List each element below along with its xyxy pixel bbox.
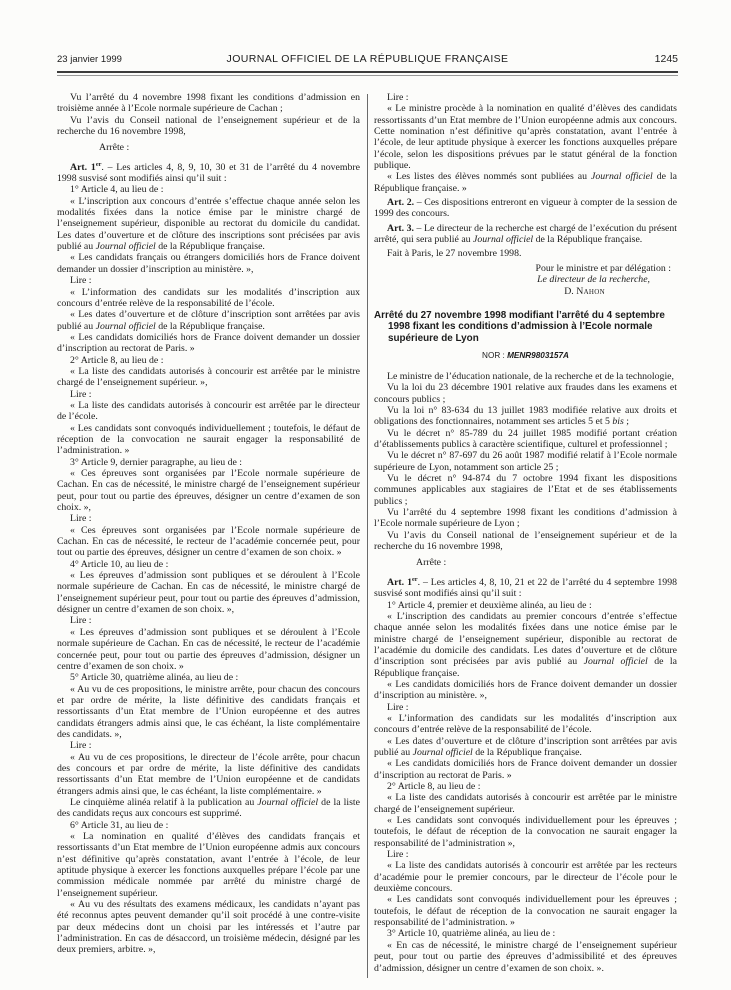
paragraph: Lire : xyxy=(70,513,92,525)
paragraph: Vu l’arrêté du 4 novembre 1998 fixant les conditions d’admission en troisième année à l’Ecole normale supérieure de Cachan ; xyxy=(57,92,360,115)
paragraph: Fait à Paris, le 27 novembre 1998. xyxy=(387,248,522,260)
paragraph: Lire : xyxy=(387,701,409,713)
paragraph: « L’inscription des candidats au premier concours d’entrée s’effectue chaque année selon les modalités fixées dans une notice émise par le ministre chargé de l’enseignement supérieur, disponible au rectorat de l’académie du domicile des candidats. Les dates d’ouverture et de clôture d’inscription sont précisées par avis publié au Journal officiel de la République française. xyxy=(374,610,677,679)
paragraph: 4° Article 10, au lieu de : xyxy=(70,558,169,570)
paragraph: Vu l’avis du Conseil national de l’enseignement supérieur et de la recherche du 16 novembre 1998, xyxy=(57,114,360,138)
paragraph: Lire : xyxy=(70,740,92,752)
paragraph: « Les candidats domiciliés hors de France doivent demander un dossier d’inscription au ministère. », xyxy=(374,678,677,702)
page-header xyxy=(57,53,678,65)
paragraph: « La liste des candidats autorisés à concourir est arrêtée par le directeur de l’école. xyxy=(57,399,360,423)
paragraph: Vu le décret n° 85-789 du 24 juillet 1985 modifié portant création d’établissements publics à caractère scientifique, culturel et professionnel ; xyxy=(374,427,677,451)
paragraph: Lire : xyxy=(70,615,92,627)
paragraph: « Les candidats domiciliés hors de France doivent demander un dossier d’inscription au rectorat de Paris. » xyxy=(374,758,677,781)
article-lead: Art. 1er. – Les articles 4, 8, 10, 21 et 22 de l’arrêté du 4 septembre 1998 susvisé sont modifiés ainsi qu’il suit : xyxy=(374,575,677,600)
paragraph: « L’inscription aux concours d’entrée s’effectue chaque année selon les modalités fixées dans la notice émise par le ministre chargé de l’enseignement supérieur, disponible au rectorat du domicile du candidat. Les dates d’ouverture et de clôture des inscriptions sont précisées par avis publié au Journal officiel de la République française. xyxy=(57,195,360,253)
paragraph: « Les candidats domiciliés hors de France doivent demander un dossier d’inscription au rectorat de Paris. » xyxy=(57,331,360,355)
paragraph: 2° Article 8, au lieu de : xyxy=(70,354,164,366)
section-heading: Arrêté du 27 novembre 1998 modifiant l’arrêté du 4 septembre 1998 fixant les conditions d’admission à l’Ecole normale supérieure de Lyon xyxy=(374,309,665,345)
paragraph: Vu la loi du 23 décembre 1901 relative aux fraudes dans les examens et concours publics ; xyxy=(374,382,677,405)
paragraph: « Ces épreuves sont organisées par l’Ecole normale supérieure de Cachan. En cas de nécessité, le ministre chargé de l’enseignement supérieur peut, pour tout ou partie des épreuves, désigner un centre d’examen de son choix. », xyxy=(57,468,360,514)
article-lead: Art. 1er. – Les articles 4, 8, 9, 10, 30 et 31 de l’arrêté du 4 novembre 1998 susvisé sont modifiés ainsi qu’il suit : xyxy=(57,160,360,185)
paragraph: 2° Article 8, au lieu de : xyxy=(387,781,481,792)
header-page-number: 1245 xyxy=(654,53,678,65)
paragraph: « Les listes des élèves nommés sont publiées au Journal officiel de la République française. » xyxy=(374,171,677,194)
paragraph: « Ces épreuves sont organisées par l’Ecole normale supérieure de Cachan. En cas de nécessité, le recteur de l’académie concernée peut, pour tout ou partie des épreuves, désigner un centre d’examen de son choix. » xyxy=(57,524,360,559)
paragraph: Lire : xyxy=(70,388,92,400)
paragraph: « Au vu de ces propositions, le directeur de l’école arrête, pour chacun des concours et par ordre de mérite, la liste définitive des candidats ressortissants d’un Etat membre de l’Union européenne et de candidats étrangers admis ainsi que, le cas échéant, la liste complémentaire. » xyxy=(57,751,360,797)
paragraph: « Les candidats sont convoqués individuellement pour les épreuves ; toutefois, le défaut de réception de la convocation ne saurait engager la responsabilité de l’administration. » xyxy=(374,894,677,929)
paragraph: « Les épreuves d’admission sont publiques et se déroulent à l’Ecole normale supérieure de Cachan. En cas de nécessité, le ministre chargé de l’enseignement supérieur peut, pour tout ou partie des épreuves d’admission, désigner un centre d’examen de son choix. », xyxy=(57,570,360,616)
paragraph: « La liste des candidats autorisés à concourir est arrêtée par le ministre chargé de l’enseignement supérieur. xyxy=(374,792,677,815)
right-column xyxy=(374,92,677,984)
column-divider xyxy=(367,94,368,978)
signature-name: D. Nahon xyxy=(564,285,605,297)
paragraph: « En cas de nécessité, le ministre chargé de l’enseignement supérieur peut, pour tout ou partie des épreuves d’admissibilité et des épreuves d’admission, désigner un centre d’examen de son choix. ». xyxy=(374,939,677,974)
paragraph: 5° Article 30, quatrième alinéa, au lieu de : xyxy=(70,672,239,684)
paragraph: « Les candidats sont convoqués individuellement pour les épreuves ; toutefois, le défaut de réception de la convocation ne saurait engager la responsabilité de l’administration », xyxy=(374,815,677,849)
paragraph: « L’information des candidats sur les modalités d’inscription aux concours d’entrée relève de la responsabilité de l’école. xyxy=(374,712,677,736)
paragraph: Le ministre de l’éducation nationale, de la recherche et de la technologie, xyxy=(387,370,674,382)
text-columns xyxy=(57,92,678,984)
paragraph: « L’information des candidats sur les modalités d’inscription aux concours d’entrée relève de la responsabilité de l’école. xyxy=(57,286,360,309)
paragraph: 1° Article 4, premier et deuxième alinéa, au lieu de : xyxy=(387,599,592,611)
signature-line: Le directeur de la recherche, xyxy=(537,274,650,286)
paragraph: Lire : xyxy=(70,275,92,287)
paragraph: 3° Article 10, quatrième alinéa, au lieu de : xyxy=(387,928,556,940)
signature-line: Pour le ministre et par délégation : xyxy=(535,262,671,274)
paragraph: Le cinquième alinéa relatif à la publication au Journal officiel de la liste des candidats reçus aux concours est supprimé. xyxy=(57,796,360,820)
paragraph: Vu l’avis du Conseil national de l’enseignement supérieur et de la recherche du 16 novembre 1998, xyxy=(374,529,677,553)
paragraph: 6° Article 31, au lieu de : xyxy=(70,819,169,831)
paragraph: « Au vu des résultats des examens médicaux, les candidats n’ayant pas été reconnus aptes peuvent demander qu’il soit procédé à une contre-visite par deux médecins dont un choisi par les intéressés et l’autre par l’administration. En cas de désaccord, un troisième médecin, désigné par les deux premiers, arbitre. », xyxy=(57,899,360,956)
paragraph: « Les dates d’ouverture et de clôture d’inscription sont arrêtées par avis publié au Journal officiel de la République française. xyxy=(57,309,360,332)
paragraph: « La liste des candidats autorisés à concourir est arrêtée par le ministre chargé de l’enseignement supérieur. », xyxy=(57,365,360,389)
paragraph: 1° Article 4, au lieu de : xyxy=(70,184,164,196)
paragraph: « La liste des candidats autorisés à concourir est arrêtée par les recteurs d’académie pour le premier concours, par le directeur de l’école pour le deuxième concours. xyxy=(374,860,677,895)
paragraph: Lire : xyxy=(387,849,409,861)
paragraph: « Le ministre procède à la nomination en qualité d’élèves des candidats ressortissants d’un Etat membre de l’Union européenne admis aux concours. Cette nomination n’est définitive qu’après constatation, avant l’entrée à l’école, de leur aptitude physique à exercer les fonctions auxquelles prépare l’école, selon les dispositions prévues par le statut général de la fonction publique. xyxy=(374,103,677,172)
paragraph: « La nomination en qualité d’élèves des candidats français et ressortissants d’un Etat membre de l’Union européenne admis aux concours n’est définitive qu’après constatation, avant l’entrée à l’école, de leur aptitude physique à exercer les fonctions auxquelles prépare l’école par une commission médicale nommée par arrêté du ministre chargé de l’enseignement supérieur. xyxy=(57,831,360,899)
paragraph: Vu le décret n° 94-874 du 7 octobre 1994 fixant les dispositions communes applicables aux stagiaires de l’Etat et de ses établissements publics ; xyxy=(374,473,677,507)
paragraph: Vu la loi n° 83-634 du 13 juillet 1983 modifiée relative aux droits et obligations des fonctionnaires, notamment ses articles 5 et 5 bis ; xyxy=(374,405,677,428)
paragraph: « Les candidats sont convoqués individuellement ; toutefois, le défaut de réception de la convocation ne saurait engager la responsabilité de l’administration. » xyxy=(57,422,360,457)
arrete-line: Arrête : xyxy=(99,142,130,154)
article-lead: Art. 2. – Ces dispositions entreront en vigueur à compter de la session de 1999 des concours. xyxy=(374,197,677,220)
header-date: 23 janvier 1999 xyxy=(57,54,122,65)
paragraph: 3° Article 9, dernier paragraphe, au lieu de : xyxy=(70,456,243,468)
paragraph: « Les candidats français ou étrangers domiciliés hors de France doivent demander un dossier d’inscription au ministère. », xyxy=(57,252,360,275)
article-lead: Art. 3. – Le directeur de la recherche est chargé de l’exécution du présent arrêté, qui sera publié au Journal officiel de la République française. xyxy=(374,222,677,246)
paragraph: Vu l’arrêté du 4 septembre 1998 fixant les conditions d’admission à l’Ecole normale supérieure de Lyon ; xyxy=(374,507,677,530)
header-rule xyxy=(57,71,678,76)
nor-line: NOR : MENR9803157A xyxy=(482,350,569,360)
paragraph: Vu le décret n° 87-697 du 26 août 1987 modifié relatif à l’Ecole normale supérieure de Lyon, notamment son article 25 ; xyxy=(374,450,677,473)
header-title: JOURNAL OFFICIEL DE LA RÉPUBLIQUE FRANÇAISE xyxy=(226,53,509,65)
paragraph: « Les épreuves d’admission sont publiques et se déroulent à l’Ecole normale supérieure de Cachan. En cas de nécessité, le recteur de l’académie concernée peut, pour tout ou partie des épreuves d’admission, désigner un centre d’examen de son choix. » xyxy=(57,626,360,672)
left-column xyxy=(57,92,360,984)
paragraph: « Les dates d’ouverture et de clôture d’inscription sont arrêtées par avis publié au Journal officiel de la République française. xyxy=(374,735,677,758)
paragraph: « Au vu de ces propositions, le ministre arrête, pour chacun des concours et par ordre de mérite, la liste définitive des candidats français et ressortissants d’un Etat membre de l’Union européenne et des autres candidats étrangers admis ainsi que, le cas échéant, la liste complémentaire des candidats. », xyxy=(57,683,360,740)
paragraph: Lire : xyxy=(387,92,409,103)
arrete-line: Arrête : xyxy=(416,557,447,569)
